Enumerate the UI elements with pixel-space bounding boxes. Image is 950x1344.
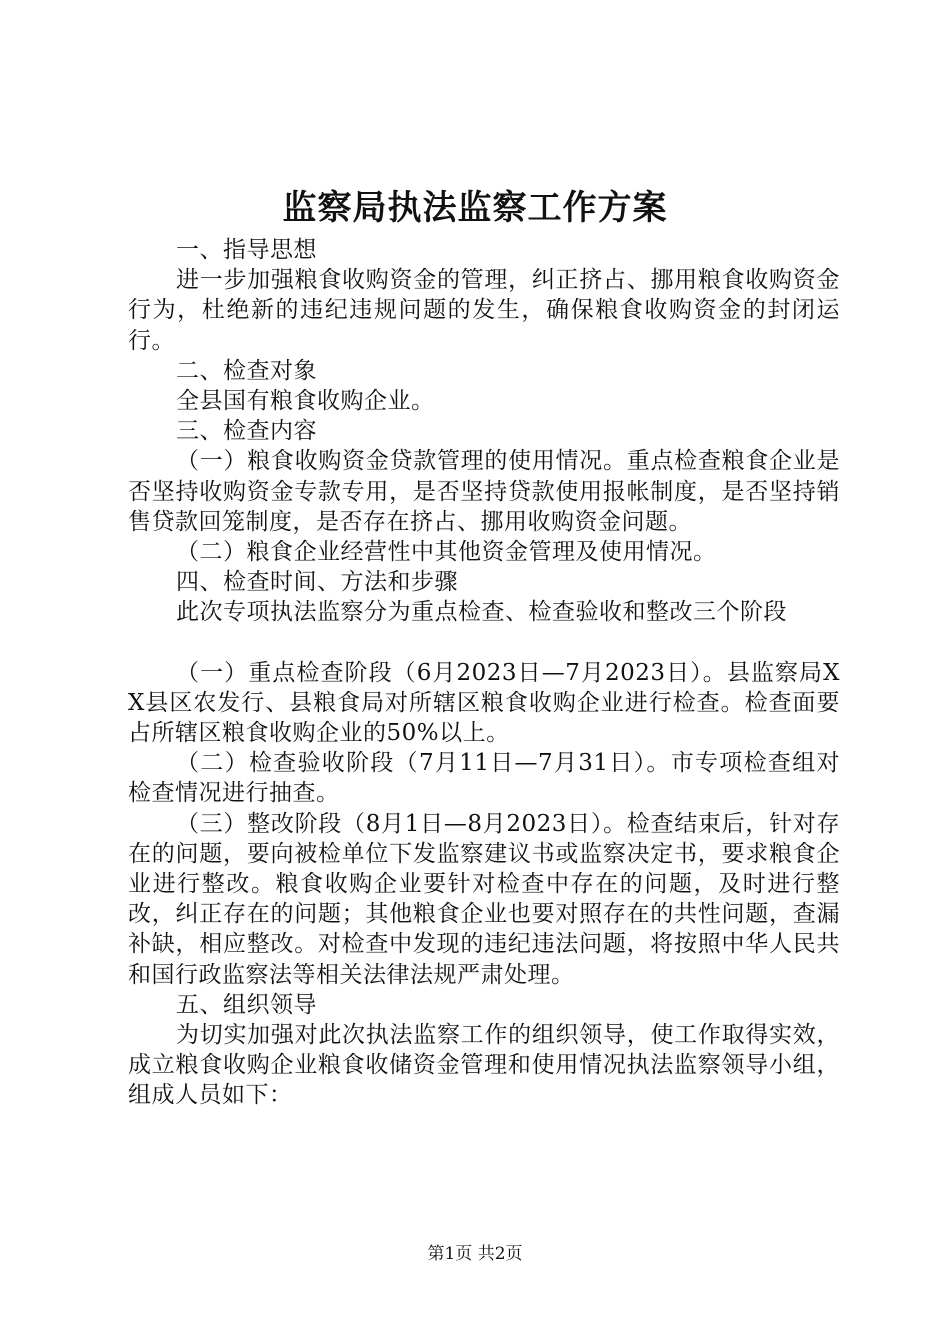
section-heading-inspection-target: 二、检查对象 <box>176 357 317 384</box>
section-heading-leadership: 五、组织领导 <box>176 991 317 1018</box>
body-paragraph: （一）粮食收购资金贷款管理的使用情况。重点检查粮食企业是否坚持收购资金专款专用，是否坚持贷款使用报帐制度，是否坚持销售贷款回笼制度，是否存在挤占、挪用收购资金问题。 <box>128 448 840 535</box>
body-paragraph: （二）检查验收阶段（7月11日—7月31日）。市专项检查组对检查情况进行抽查。 <box>128 750 840 807</box>
body-paragraph: （三）整改阶段（8月1日—8月2023日）。检查结束后，针对存在的问题，要向被检单位下发监察建议书或监察决定书，要求粮食企业进行整改。粮食收购企业要针对检查中存在的问题，及时进行整改，纠正存在的问题；其他粮食企业也要对照存在的共性问题，查漏补缺，相应整改。对检查中发现的违纪违法问题，将按照中华人民共和国行政监察法等相关法律法规严肃处理。 <box>128 810 840 988</box>
section-heading-inspection-content: 三、检查内容 <box>176 418 317 445</box>
body-paragraph: 全县国有粮食收购企业。 <box>176 388 435 415</box>
body-paragraph: 此次专项执法监察分为重点检查、检查验收和整改三个阶段 <box>176 599 787 626</box>
document-body <box>128 235 840 1111</box>
section-heading-guiding-ideology: 一、指导思想 <box>176 237 317 263</box>
document-title: 监察局执法监察工作方案 <box>282 188 668 228</box>
body-paragraph: 为切实加强对此次执法监察工作的组织领导，使工作取得实效，成立粮食收购企业粮食收储资金管理和使用情况执法监察领导小组，组成人员如下： <box>128 1022 840 1109</box>
body-paragraph: （一）重点检查阶段（6月2023日—7月2023日）。县监察局XX县区农发行、县粮食局对所辖区粮食收购企业进行检查。检查面要占所辖区粮食收购企业的50%以上。 <box>128 659 840 747</box>
page-footer: 第1页 共2页 <box>427 1244 523 1264</box>
body-paragraph: （二）粮食企业经营性中其他资金管理及使用情况。 <box>176 539 717 566</box>
section-heading-schedule-method: 四、检查时间、方法和步骤 <box>176 569 458 596</box>
body-paragraph: 进一步加强粮食收购资金的管理，纠正挤占、挪用粮食收购资金行为，杜绝新的违纪违规问题的发生，确保粮食收购资金的封闭运行。 <box>128 267 840 354</box>
